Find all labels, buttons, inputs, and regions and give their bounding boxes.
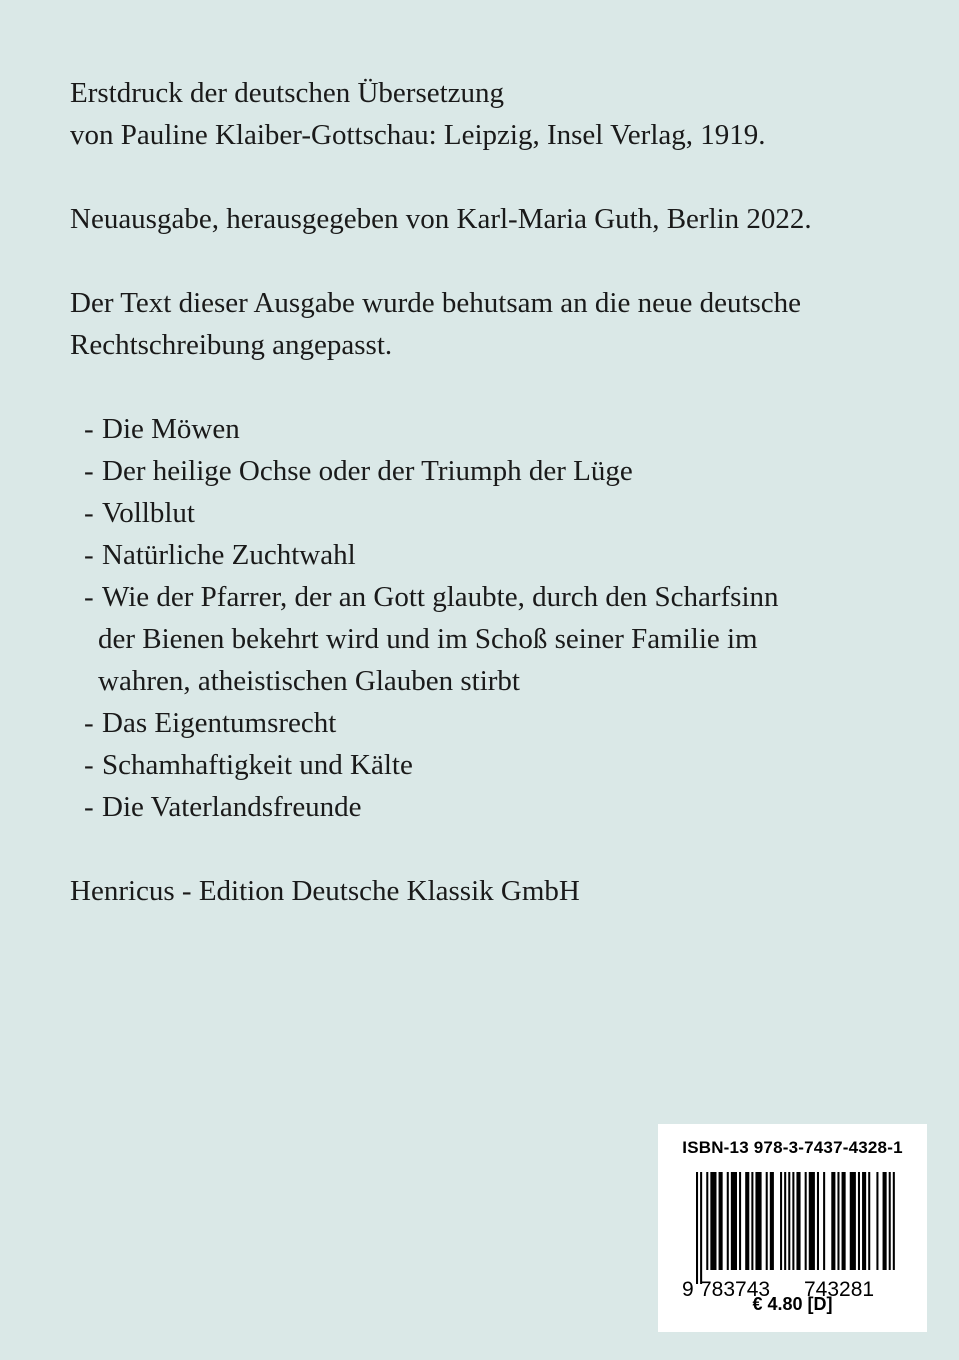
contents-item: - Die Vaterlandsfreunde: [70, 786, 900, 828]
new-edition-note: Neuausgabe, herausgegeben von Karl-Maria Guth, Berlin 2022.: [70, 203, 812, 235]
spelling-line-2: Rechtschreibung angepasst.: [70, 329, 393, 361]
barcode-bar: [739, 1172, 741, 1270]
spelling-note: [70, 282, 900, 366]
barcode-bar: [727, 1172, 729, 1270]
barcode-bar: [719, 1172, 723, 1270]
barcode-right-digits: 743281: [804, 1278, 875, 1300]
barcode-bar: [823, 1172, 825, 1270]
barcode-bar: [780, 1172, 782, 1270]
barcode-bar: [876, 1172, 878, 1270]
contents-list: [70, 408, 900, 828]
first-edition-note: [70, 72, 900, 156]
barcode-bar: [766, 1172, 768, 1270]
barcode-bar: [893, 1172, 895, 1270]
imprint-text: [70, 72, 900, 912]
barcode-bar: [889, 1172, 891, 1270]
barcode-bar: [784, 1172, 786, 1270]
barcode-bar: [817, 1172, 819, 1270]
barcode-bar: [868, 1172, 870, 1270]
barcode-bar: [883, 1172, 887, 1270]
barcode-bars: [696, 1172, 895, 1284]
barcode-bar: [796, 1172, 800, 1270]
isbn-label: ISBN-13 978-3-7437-4328-1: [682, 1138, 903, 1157]
contents-item: - Das Eigentumsrecht: [70, 702, 900, 744]
barcode-bar: [788, 1172, 790, 1270]
first-edition-line-2: von Pauline Klaiber-Gottschau: Leipzig, Insel Verlag, 1919.: [70, 119, 766, 151]
contents-item: - Die Möwen: [70, 408, 900, 450]
barcode-bar: [700, 1172, 702, 1284]
barcode-left-digits: 783743: [700, 1278, 771, 1300]
barcode-bar: [755, 1172, 761, 1270]
barcode-bar: [837, 1172, 839, 1270]
barcode-bar: [831, 1172, 835, 1270]
contents-item: - Schamhaftigkeit und Kälte: [70, 744, 900, 786]
contents-item-long-line-3: wahren, atheistischen Glauben stirbt: [98, 665, 520, 697]
first-edition-line-1: Erstdruck der deutschen Übersetzung: [70, 77, 505, 109]
barcode-bar: [805, 1172, 807, 1270]
contents-item-long-line-2: der Bienen bekehrt wird und im Schoß seiner Familie im: [98, 623, 758, 655]
barcode-bar: [850, 1172, 856, 1270]
barcode-bar: [842, 1172, 846, 1270]
contents-item: - Natürliche Zuchtwahl: [70, 534, 900, 576]
barcode-bar: [696, 1172, 698, 1284]
barcode-first-digit: 9: [682, 1278, 694, 1300]
price-label: € 4.80 [D]: [752, 1294, 833, 1314]
publisher-name: Henricus - Edition Deutsche Klassik GmbH: [70, 875, 580, 907]
isbn-barcode-box: [658, 1124, 927, 1332]
barcode-bar: [731, 1172, 737, 1270]
contents-item-long: [70, 576, 900, 702]
barcode-graphic: [678, 1172, 908, 1300]
barcode-bar: [751, 1172, 753, 1270]
contents-item: - Der heilige Ochse oder der Triumph der Lüge: [70, 450, 900, 492]
barcode-bar: [770, 1172, 774, 1270]
barcode-bar: [792, 1172, 794, 1270]
barcode-bar: [862, 1172, 866, 1270]
barcode-bar: [745, 1172, 749, 1270]
barcode-bar: [858, 1172, 860, 1270]
barcode-bar: [710, 1172, 716, 1270]
contents-item-long-line-1: Wie der Pfarrer, der an Gott glaubte, durch den Scharfsinn: [102, 581, 779, 613]
spelling-line-1: Der Text dieser Ausgabe wurde behutsam an die neue deutsche: [70, 287, 802, 319]
contents-item: - Vollblut: [70, 492, 900, 534]
barcode-bar: [706, 1172, 708, 1270]
barcode-bar: [809, 1172, 815, 1270]
